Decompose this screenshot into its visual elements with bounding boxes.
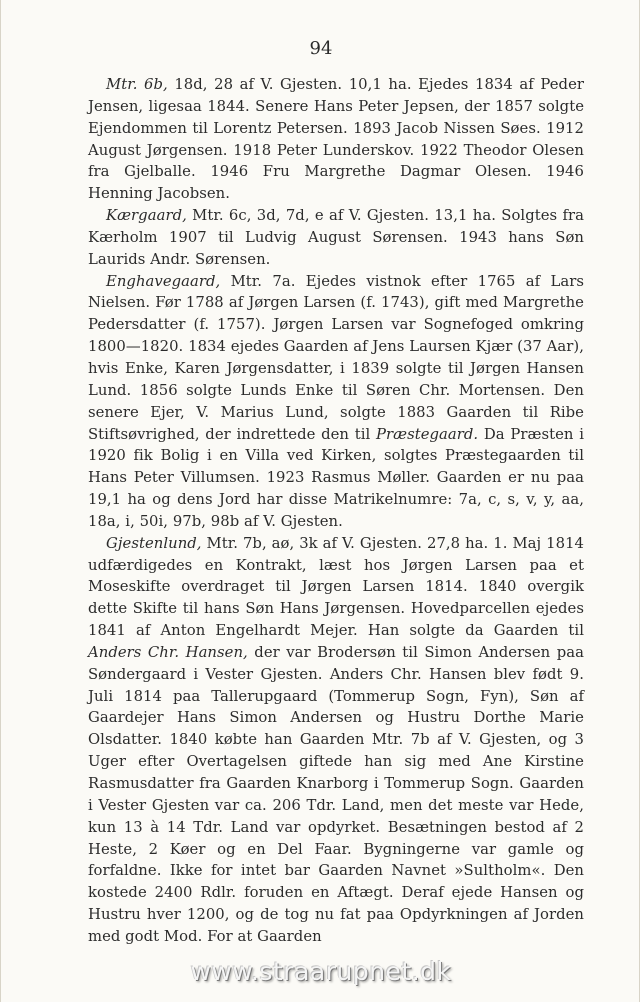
page-number: 94 [309, 38, 333, 59]
paragraph-italic-text: Præstegaard. [375, 425, 479, 443]
page-body [88, 74, 584, 948]
paragraph-lead: Gjestenlund, [106, 534, 202, 552]
paragraph-kaergaard [88, 205, 584, 271]
website-watermark: www.straarupnet.dk [190, 957, 452, 986]
paragraph-gjestenlund [88, 533, 584, 948]
paragraph-text: Da Præsten i 1920 fik Bolig i en Villa ved Kirken, solgtes Præstegaarden til Hans Peter Villumsen. 1923 Rasmus Møller. Gaarden er nu paa 19,1 ha og dens Jord har disse Matrikelnumre: 7a, c, s, v, y, aa, 18a, i, 50i, 97b, 98b af V. Gjesten. [88, 425, 584, 530]
paragraph-lead: Mtr. 6b, [106, 76, 168, 93]
paragraph-mtr-6b [88, 74, 584, 205]
paragraph-text: der var Brodersøn til Simon Andersen paa Søndergaard i Vester Gjesten. Anders Chr. Hansen blev født 9. Juli 1814 paa Tallerupgaard (Tommerup Sogn, Fyn), Søn af Gaardejer Hans Simon Andersen og Hustru Dorthe Marie Olsdatter. 1840 købte han Gaarden Mtr. 7b af V. Gjesten, og 3 Uger efter Overtagelsen giftede han sig med Ane Kirstine Rasmusdatter fra Gaarden Knarborg i Tommerup Sogn. Gaarden i Vester Gjesten var ca. 206 Tdr. Land, men det meste var Hede, kun 13 à 14 Tdr. Land var opdyrket. Besætningen bestod af 2 Heste, 2 Køer og en Del Faar. Bygningerne var gamle og forfaldne. Ikke for intet bar Gaarden Navnet »Sultholm«. Den kostede 2400 Rdlr. foruden en Aftægt. Deraf ejede Hansen og Hustru hver 1200, og de tog nu fat paa Opdyrkningen af Jorden med godt Mod. For at Gaarden [88, 643, 585, 945]
paragraph-text: Mtr. 7a. Ejedes vistnok efter 1765 af Lars Nielsen. Før 1788 af Jørgen Larsen (f. 1743), gift med Margrethe Pedersdatter (f. 1757). Jørgen Larsen var Sognefoged omkring 1800—1820. 1834 ejedes Gaarden af Jens Laursen Kjær (37 Aar), hvis Enke, Karen Jørgensdatter, i 1839 solgte til Jørgen Hansen Lund. 1856 solgte Lunds Enke til Søren Chr. Mortensen. Den senere Ejer, V. Marius Lund, solgte 1883 Gaarden til Ribe Stiftsøvrighed, der indrettede den til [88, 272, 584, 443]
paragraph-text: Mtr. 7b, aø, 3k af V. Gjesten. 27,8 ha. 1. Maj 1814 udfærdigedes en Kontrakt, læst hos Jørgen Larsen paa et Moseskifte overdraget til Jørgen Larsen 1814. 1840 overgik dette Skifte til hans Søn Hans Jørgensen. Hovedparcellen ejedes 1841 af Anton Engelhardt Mejer. Han solgte da Gaarden til [88, 534, 584, 640]
paragraph-lead: Kærgaard, [106, 207, 187, 225]
paragraph-italic-text: Anders Chr. Hansen, [88, 643, 248, 661]
paragraph-enghavegaard [88, 271, 584, 533]
paragraph-lead: Enghavegaard, [106, 272, 221, 290]
paragraph-text: 18d, 28 af V. Gjesten. 10,1 ha. Ejedes 1834 af Peder Jensen, ligesaa 1844. Senere Hans Peter Jepsen, der 1857 solgte Ejendommen til Lorentz Petersen. 1893 Jacob Nissen Søes. 1912 August Jørgensen. 1918 Peter Lunderskov. 1922 Theodor Olesen fra Gjelballe. 1946 Fru Margrethe Dagmar Olesen. 1946 Henning Jacobsen. [88, 76, 584, 203]
paragraph-text: Mtr. 6c, 3d, 7d, e af V. Gjesten. 13,1 ha. Solgtes fra Kærholm 1907 til Ludvig August Sørensen. 1943 hans Søn Laurids Andr. Sørensen. [88, 207, 584, 268]
